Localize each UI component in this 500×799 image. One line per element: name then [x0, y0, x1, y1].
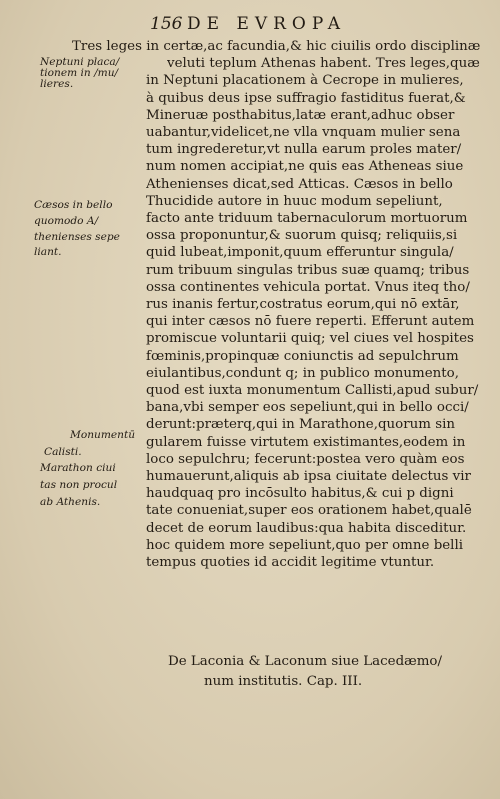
text-line: facto ante triduum tabernaculorum mortuorum — [146, 211, 468, 227]
text-line: Athenienses dicat,sed Atticas. Cæsos in bello — [146, 176, 453, 192]
text-line: decet de eorum laudibus:qua habita disceditur. — [146, 520, 467, 536]
text-line: loco sepulchru; fecerunt:postea vero quàm eos — [146, 451, 465, 467]
text-line: veluti teplum Athenas habent. Tres leges,quæ — [167, 56, 480, 72]
text-line: rus inanis fertur,costratus eorum,qui nō extār, — [146, 297, 460, 313]
chapter-heading — [168, 652, 488, 692]
text-line: Tres leges in certæ,ac facundia,& hic ciuilis ordo disciplinæ — [72, 39, 481, 54]
text-line: eiulantibus,condunt q; in publico monumento, — [146, 365, 459, 381]
text-line: haudquaq pro incōsulto habitus,& cui p digni — [146, 486, 454, 502]
text-line: tum ingrederetur,vt nulla earum proles mater/ — [146, 142, 462, 158]
margin-note-marathon — [40, 463, 146, 509]
text-line: rum tribuum singulas tribus suæ quamq; tribus — [146, 262, 470, 278]
text-line: uabantur,videlicet,ne vlla vnquam mulier sena — [146, 125, 461, 141]
text-line: à quibus deus ipse suffragio fastiditus fuerat,& — [146, 90, 466, 106]
text-line: quid lubeat,imponit,quum efferuntur singula/ — [146, 245, 454, 261]
text-line: Mineruæ posthabitus,latæ erant,adhuc obser — [146, 107, 455, 123]
text-line: promiscue voluntarii quiq; vel ciues vel hospites — [146, 331, 474, 347]
margin-note-monumentum — [44, 429, 176, 459]
margin-note-line: Monumentū — [70, 429, 136, 441]
margin-note-neptune — [40, 57, 146, 91]
page-number: 156 — [150, 14, 183, 34]
margin-note-line: thenienses sepe — [34, 231, 120, 244]
chapter-heading-line1: De Laconia & Laconum siue Lacedæmo/ — [168, 654, 443, 669]
margin-note-line: lieres. — [40, 78, 74, 91]
text-line: fœminis,propinquæ coniunctis ad sepulchrum — [146, 348, 459, 364]
chapter-heading-line2: num institutis. Cap. III. — [204, 674, 363, 689]
running-title: DE EVROPA — [187, 14, 347, 34]
margin-note-line: tas non procul — [40, 479, 118, 492]
margin-note-line: ab Athenis. — [40, 496, 101, 509]
margin-note-line: Marathon ciui — [40, 462, 116, 474]
margin-note-line: quomodo A/ — [34, 215, 99, 228]
text-line: humauerunt,aliquis ab ipsa ciuitate delectus vir — [146, 469, 471, 485]
text-line: bana,vbi semper eos sepeliunt,qui in bello occi/ — [146, 400, 469, 416]
margin-note-line: liant. — [34, 245, 62, 258]
text-line: tate conueniat,super eos orationem habet,qualē — [146, 503, 472, 519]
text-line: tempus quoties id accidit legitime vtuntur. — [146, 555, 435, 571]
text-line: num nomen accipiat,ne quis eas Atheneas siue — [146, 159, 464, 175]
text-line: derunt:præterq,qui in Marathone,quorum sin — [146, 417, 455, 433]
text-line: Thucidide autore in huuc modum sepeliunt, — [146, 193, 443, 209]
margin-note-caesos — [34, 200, 140, 258]
margin-note-line: Neptuni placa/ — [40, 56, 120, 68]
margin-note-line: Cæsos in bello — [34, 199, 113, 211]
text-line: in Neptuni placationem à Cecrope in mulieres, — [146, 73, 464, 89]
text-line: gularem fuisse virtutem existimantes,eodem in — [146, 434, 466, 450]
margin-note-line: tionem in /mu/ — [40, 67, 119, 80]
margin-note-line: Calisti. — [44, 446, 82, 459]
text-line: ossa proponuntur,& suorum quisq; reliquiis,si — [146, 228, 458, 244]
text-line: qui inter cæsos nō fuere reperti. Efferunt autem — [146, 314, 475, 330]
text-line: quod est iuxta monumentum Callisti,apud subur/ — [146, 383, 479, 399]
text-line: ossa continentes vehicula portat. Vnus iteq tho/ — [146, 279, 470, 295]
text-line: hoc quidem more sepeliunt,quo per omne belli — [146, 537, 464, 553]
